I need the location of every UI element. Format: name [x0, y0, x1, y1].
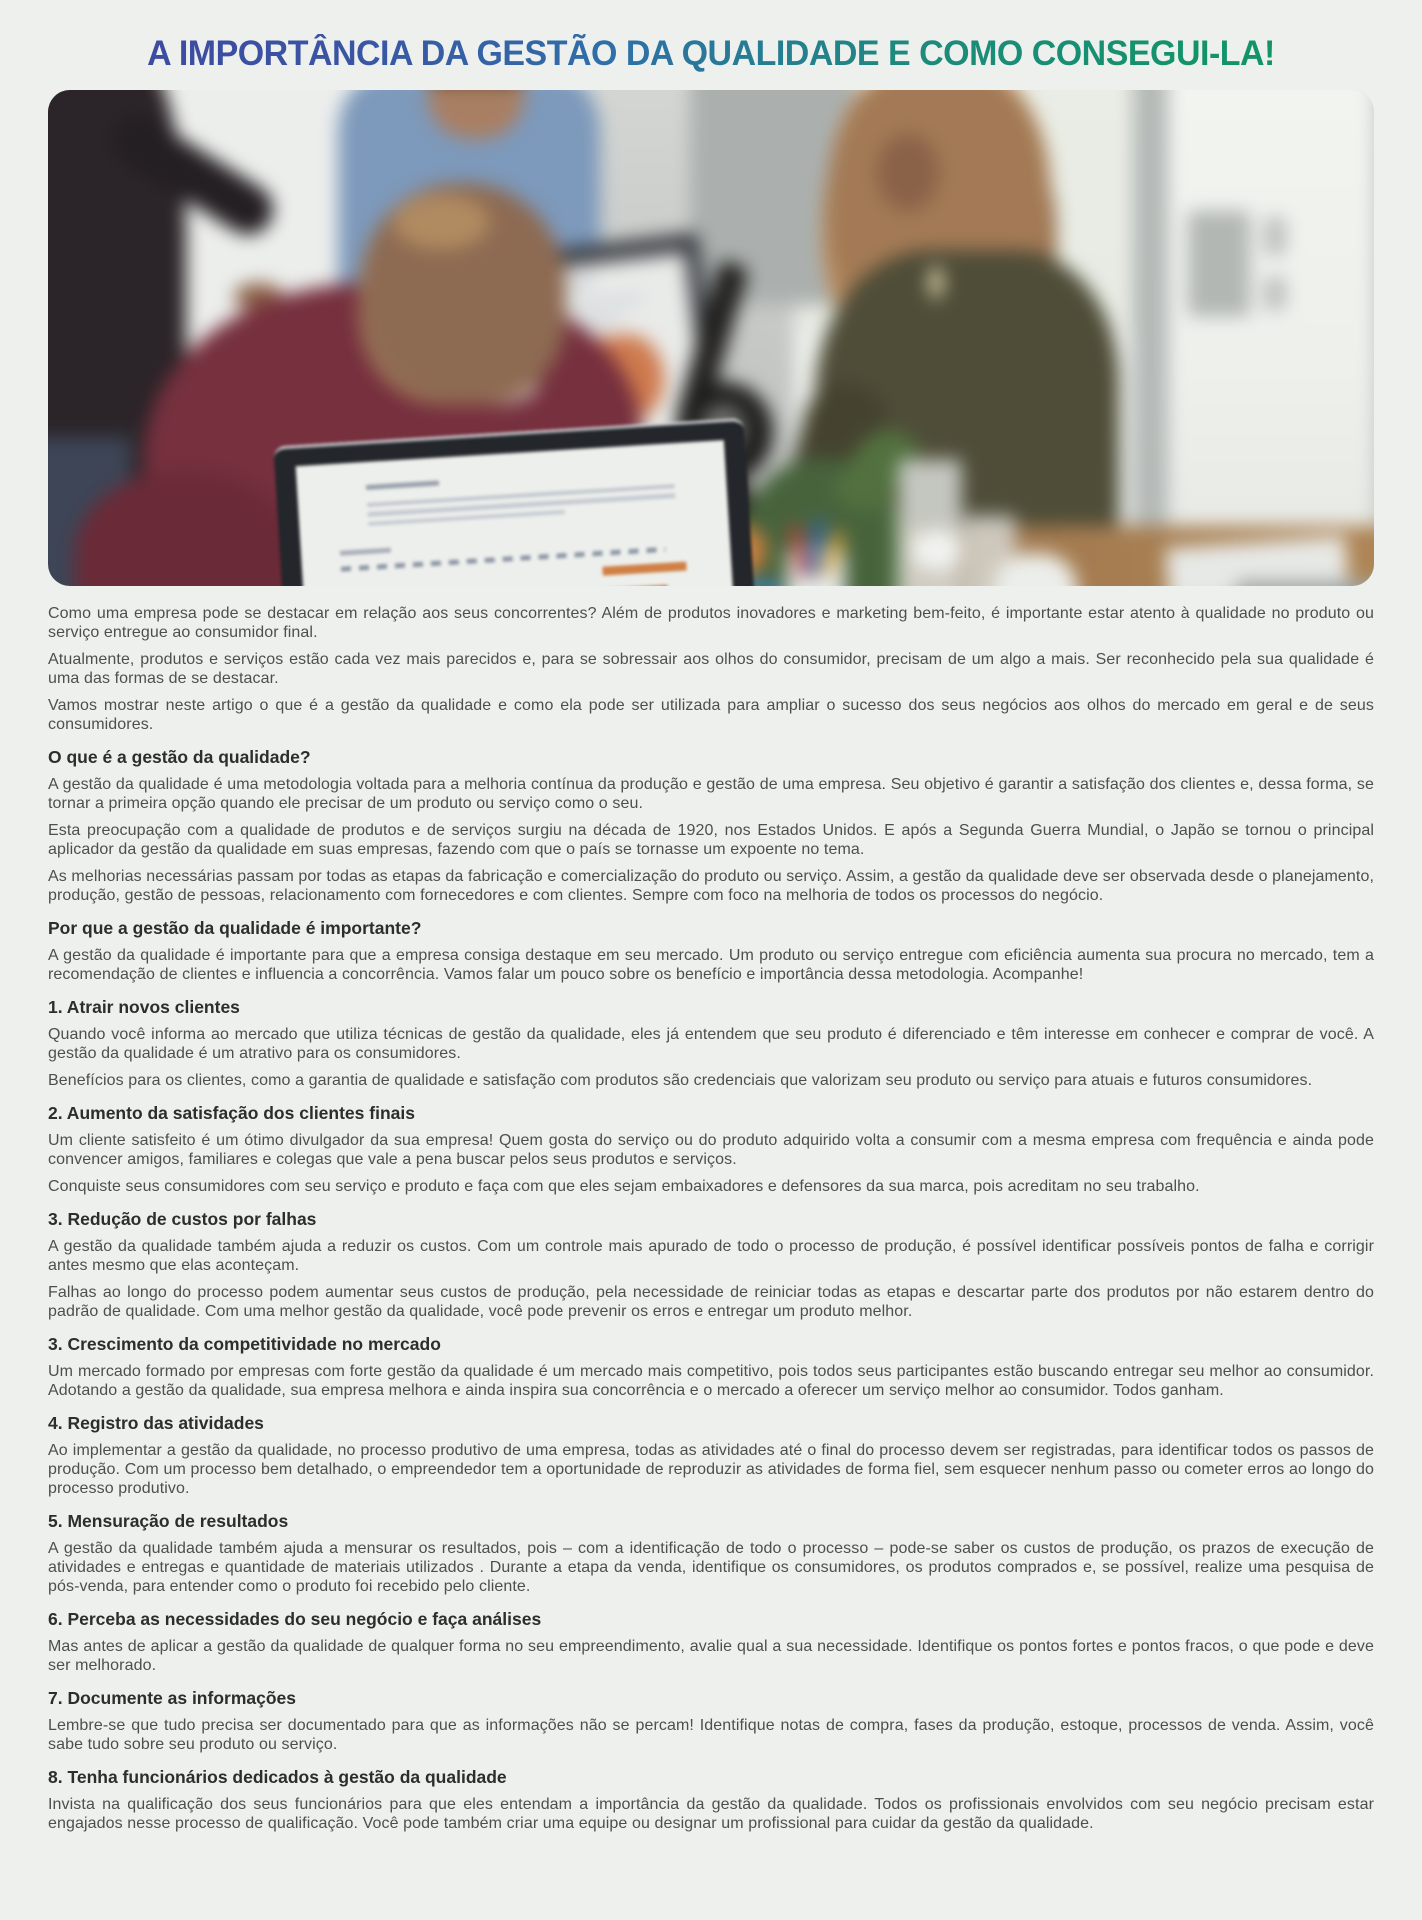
section-heading: 4. Registro das atividades	[48, 1413, 264, 1433]
article-paragraph: Conquiste seus consumidores com seu serviço e produto e faça com que eles sejam embaixadores e defensores da sua marca, pois acreditam no seu trabalho.	[48, 1178, 1200, 1195]
article-paragraph: Um mercado formado por empresas com forte gestão da qualidade é um mercado mais competitivo, pois todos seus participantes estão buscando entregar seu melhor ao consumidor. Adotando a gestão da qualidade, sua empresa melhora e ainda inspira sua concorrência e o mercado a oferecer um serviço melhor ao consumidor. Todos ganham.	[48, 1363, 1374, 1399]
hero-photo	[48, 90, 1374, 586]
laptop-doc-title	[366, 481, 439, 490]
section-heading: 2. Aumento da satisfação dos clientes finais	[48, 1103, 415, 1123]
article-paragraph: A gestão da qualidade é uma metodologia voltada para a melhoria contínua da produção e gestão de uma empresa. Seu objetivo é garantir a satisfação dos clientes e, dessa forma, se tornar a primeira opção quando ele precisar de um produto ou serviço como o seu.	[48, 776, 1374, 812]
article-paragraph: A gestão da qualidade também ajuda a reduzir os custos. Com um controle mais apurado de todo o processo de produção, é possível identificar possíveis pontos de falha e corrigir antes mesmo que elas aconteçam.	[48, 1238, 1374, 1274]
laptop-doc-subtitle	[340, 548, 392, 556]
section-heading: 7. Documente as informações	[48, 1688, 296, 1708]
article-paragraph: Lembre-se que tudo precisa ser documentado para que as informações não se percam! Identifique notas de compra, fases da produção, estoque, processos de venda. Assim, você sabe tudo sobre seu produto ou serviço.	[48, 1717, 1374, 1753]
section-heading: O que é a gestão da qualidade?	[48, 747, 311, 767]
section-heading: 1. Atrair novos clientes	[48, 997, 240, 1017]
section-heading: 6. Perceba as necessidades do seu negócio e faça análises	[48, 1609, 542, 1629]
article-paragraph: Um cliente satisfeito é um ótimo divulgador da sua empresa! Quem gosta do serviço ou do produto adquirido volta a consumir com a mesma empresa com frequência e ainda pode convencer amigos, familiares e colegas que vale a pena buscar pelos seus produtos e serviços.	[48, 1132, 1374, 1168]
article-paragraph: Quando você informa ao mercado que utiliza técnicas de gestão da qualidade, eles já entendem que seu produto é diferenciado e têm interesse em conhecer e comprar de você. A gestão da qualidade é um atrativo para os consumidores.	[48, 1026, 1374, 1062]
article-paragraph: Benefícios para os clientes, como a garantia de qualidade e satisfação com produtos são credenciais que valorizam seu produto ou serviço para atuais e futuros consumidores.	[48, 1072, 1313, 1089]
laptop-bar-chart	[342, 568, 588, 586]
section-heading: 5. Mensuração de resultados	[48, 1511, 289, 1531]
article-paragraph: Vamos mostrar neste artigo o que é a gestão da qualidade e como ela pode ser utilizada para ampliar o sucesso dos seus negócios aos olhos do mercado em geral e de seus consumidores.	[48, 697, 1374, 733]
hero-photo-foreground	[48, 90, 1374, 586]
article-paragraph: A gestão da qualidade também ajuda a mensurar os resultados, pois – com a identificação de todo o processo – pode-se saber os custos de produção, os prazos de execução de atividades e entregas e quantidade de materiais utilizados . Durante a etapa da venda, identifique os consumidores, os produtos comprados e, se possível, realize uma pesquisa de pós-venda, para entender como o produto foi recebido pelo cliente.	[48, 1540, 1374, 1595]
article-body	[48, 604, 1374, 1833]
section-heading: Por que a gestão da qualidade é importante?	[48, 918, 422, 938]
article-paragraph: Esta preocupação com a qualidade de produtos e de serviços surgiu na década de 1920, nos Estados Unidos. E após a Segunda Guerra Mundial, o Japão se tornou o principal aplicador da gestão da qualidade em suas empresas, fazendo com que o país se tornasse um expoente no tema.	[48, 822, 1374, 858]
article-paragraph: Mas antes de aplicar a gestão da qualidade de qualquer forma no seu empreendimento, avalie qual a sua necessidade. Identifique os pontos fortes e pontos fracos, o que pode e deve ser melhorado.	[48, 1638, 1374, 1674]
section-heading: 3. Redução de custos por falhas	[48, 1209, 317, 1229]
laptop-horizontal-bars	[602, 560, 715, 586]
article-paragraph: As melhorias necessárias passam por todas as etapas da fabricação e comercialização do produto ou serviço. Assim, a gestão da qualidade deve ser observada desde o planejamento, produção, gestão de pessoas, relacionamento com fornecedores e com clientes. Sempre com foco na melhoria de todos os processos do negócio.	[48, 868, 1374, 904]
article-paragraph: A gestão da qualidade é importante para que a empresa consiga destaque em seu mercado. Um produto ou serviço entregue com eficiência aumenta sua procura no mercado, tem a recomendação de clientes e influencia a concorrência. Vamos falar um pouco sobre os benefício e importância dessa metodologia. Acompanhe!	[48, 947, 1374, 983]
section-heading: 3. Crescimento da competitividade no mercado	[48, 1334, 441, 1354]
article-paragraph: Ao implementar a gestão da qualidade, no processo produtivo de uma empresa, todas as atividades até o final do processo devem ser registradas, para identificar todos os passos de produção. Com um processo bem detalhado, o empreendedor tem a oportunidade de reproduzir as atividades de forma fiel, sem esquecer nenhum passo ou cometer erros ao longo do processo produtivo.	[48, 1442, 1374, 1497]
section-heading: 8. Tenha funcionários dedicados à gestão da qualidade	[48, 1767, 507, 1787]
page-title: A IMPORTÂNCIA DA GESTÃO DA QUALIDADE E COMO CONSEGUI-LA!	[68, 34, 1354, 74]
article-paragraph: Falhas ao longo do processo podem aumentar seus custos de produção, pela necessidade de reiniciar todas as etapas e descartar parte dos produtos por não estarem dentro do padrão de qualidade. Com uma melhor gestão da qualidade, você pode prevenir os erros e entregar um produto melhor.	[48, 1284, 1374, 1320]
article-paragraph: Invista na qualificação dos seus funcionários para que eles entendam a importância da gestão da qualidade. Todos os profissionais envolvidos com seu negócio precisam estar engajados nesse processo de qualificação. Você pode também criar uma equipe ou designar um profissional para cuidar da gestão da qualidade.	[48, 1796, 1374, 1832]
article-paragraph: Atualmente, produtos e serviços estão cada vez mais parecidos e, para se sobressair aos olhos do consumidor, precisam de um algo a mais. Ser reconhecido pela sua qualidade é uma das formas de se destacar.	[48, 651, 1374, 687]
article-paragraph: Como uma empresa pode se destacar em relação aos seus concorrentes? Além de produtos inovadores e marketing bem-feito, é importante estar atento à qualidade no produto ou serviço entregue ao consumidor final.	[48, 605, 1374, 641]
laptop	[273, 418, 757, 586]
laptop-screen	[296, 441, 737, 586]
